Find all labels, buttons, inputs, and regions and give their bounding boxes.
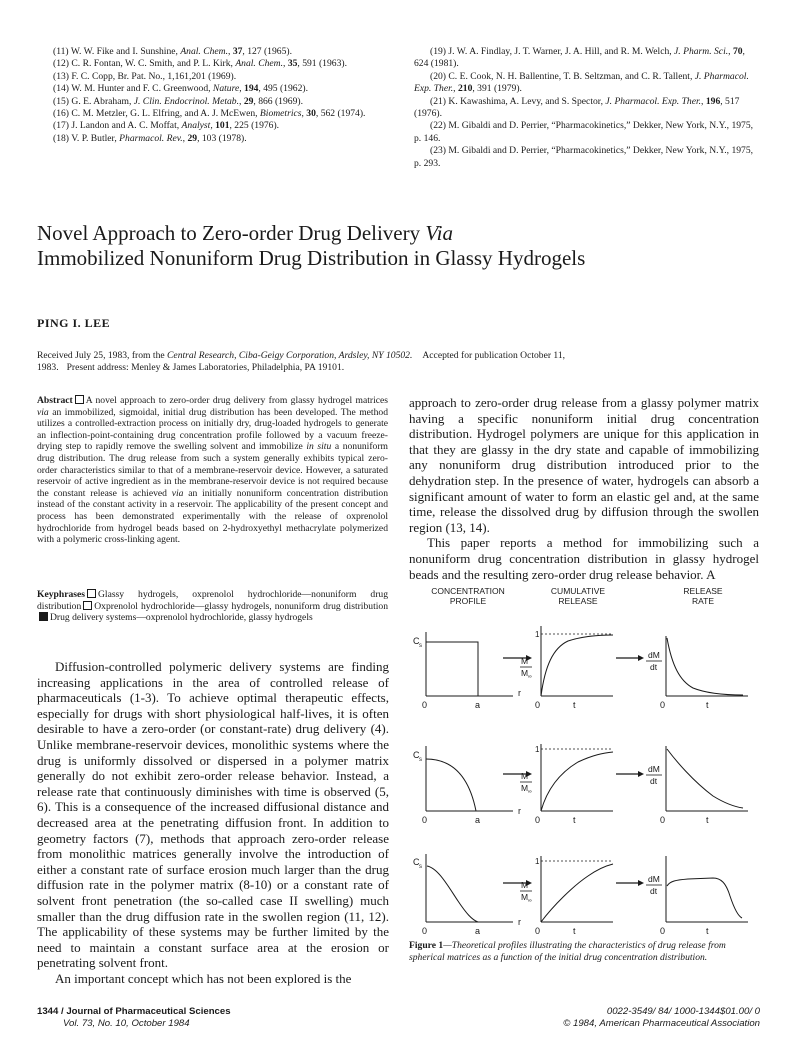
minf-sub: ∞	[528, 898, 532, 904]
reference-item	[37, 96, 389, 108]
reference-item	[37, 108, 389, 120]
reference-num: (23)	[430, 145, 449, 157]
a-label: a	[475, 926, 481, 936]
reference-num: (17)	[53, 120, 72, 132]
one-label: 1	[535, 630, 540, 639]
reference-item	[414, 46, 760, 71]
body-paragraph-3: approach to zero-order drug release from a glassy polymer matrix having a specific nonuniform initial drug concentration distribution. Hydrogel polymers are unique for this application in that they are glassy in the dry state and capable of immobilizing any nonuniform drug distribution introduced prior to the dehydration step. In the presence of water, hydrogels can absorb a significant amount of water to form an elastic gel and, at the same time, release the dissolved drug by diffusion through the swollen region (13, 14).	[409, 395, 759, 535]
references-right-column	[414, 46, 760, 170]
col1-header-line2: PROFILE	[449, 596, 487, 606]
r-label: r	[518, 917, 521, 927]
body-paragraph-4: This paper reports a method for immobilizing such a nonuniform drug concentration distribution in glassy hydrogel beads and the resulting zero-order drug release behavior. A	[409, 535, 759, 582]
reference-text: W. W. Fike and I. Sunshine,	[70, 46, 181, 57]
reference-journal: Biometrics	[259, 108, 302, 120]
body-paragraph-2: An important concept which has not been explored is the	[55, 970, 352, 986]
figure-1-svg	[408, 586, 760, 936]
minf-label: M	[521, 783, 529, 793]
reference-tail: , 391 (1979).	[472, 83, 522, 95]
abstract-text-2: an immobilized, sigmoidal, initial drug distribution has been developed. The method utilizes a controlled-extraction process on initially dry, drug-loaded hydrogels to generate an inflection-point-containing drug concentration profile followed by a vacuum freeze-drying step to rapidly remove the swelling solvent and immobilize	[37, 406, 388, 453]
cs-label: C	[413, 750, 420, 760]
caption-text: —Theoretical profiles illustrating the characteristics of drug release from spherical matrices as a function of the initial drug concentration distribution.	[409, 940, 726, 963]
reference-tail: , 517 (1976).	[414, 95, 740, 120]
issn-code: 0022-3549/ 84/ 1000-1344$01.00/ 0	[606, 1006, 760, 1017]
reference-num: (18)	[53, 132, 72, 144]
author-name: PING I. LEE	[37, 316, 111, 330]
row-1	[413, 626, 748, 710]
keyphrases-label: Keyphrases	[37, 589, 85, 600]
reference-item	[414, 71, 760, 96]
reference-tail: , 866 (1969).	[253, 95, 303, 107]
reference-text: V. P. Butler,	[71, 132, 120, 144]
reference-rest: ,	[701, 95, 706, 107]
reference-num: (22)	[430, 120, 449, 132]
reference-text: G. E. Abraham,	[71, 95, 134, 107]
box-icon	[87, 589, 96, 598]
origin-label: 0	[660, 700, 666, 710]
origin-label: 0	[535, 926, 541, 936]
one-label: 1	[535, 745, 540, 754]
reference-text: C. M. Metzler, G. L. Elfring, and A. J. McEwen,	[71, 108, 260, 120]
reference-num: (15)	[53, 95, 72, 107]
reference-vol: 30	[306, 108, 316, 120]
reference-vol: 35	[287, 58, 298, 70]
reference-text: J. Landon and A. C. Moffat,	[71, 120, 182, 132]
reference-item	[414, 145, 760, 170]
dm-label: dM	[648, 650, 660, 660]
reference-journal: J. Pharmacol. Exp. Ther.	[605, 95, 702, 107]
minf-sub: ∞	[528, 789, 532, 795]
reference-text: W. M. Hunter and F. C. Greenwood,	[71, 83, 213, 95]
reference-num: (20)	[430, 70, 449, 82]
body-left-column	[37, 659, 389, 986]
received-text: Received July 25, 1983, from the	[37, 350, 168, 361]
title-line-1: Novel Approach to Zero-order Drug Delivery	[37, 221, 426, 245]
abstract-text-4: an initially nonuniform concentration distribution instead of the constant activity in a reservoir. The applicability of the present concept and process has been demonstrated experimentally with the release of oxprenolol hydrochloride from hydrogel beads based on 2-hydroxyethyl methacrylate polymerized with a polymeric cross-linking agent.	[37, 487, 388, 546]
reference-item	[414, 96, 760, 121]
row-2	[413, 744, 748, 825]
r-label: r	[518, 806, 521, 816]
reference-vol: 196	[705, 95, 721, 107]
reference-journal: J. Pharmacol. Exp. Ther.	[414, 70, 749, 95]
reference-text: C. E. Cook, N. H. Ballentine, T. B. Seltzman, and C. R. Tallent,	[448, 70, 695, 82]
reference-rest: ,	[301, 108, 307, 120]
reference-vol: 194	[244, 83, 259, 95]
cs-sub: s	[419, 864, 422, 870]
reference-rest: ,	[453, 83, 458, 95]
dm-label: dM	[648, 874, 660, 884]
caption-label: Figure 1	[409, 940, 444, 951]
reference-vol: 29	[243, 95, 254, 107]
dt-label: dt	[650, 886, 658, 896]
abstract-in-situ: in situ	[306, 441, 332, 453]
reference-vol: 29	[187, 132, 198, 144]
reference-journal: Anal. Chem.	[180, 46, 229, 57]
reference-rest: ,	[239, 95, 244, 107]
reference-item	[37, 120, 389, 132]
filled-box-icon	[39, 612, 48, 621]
cs-sub: s	[419, 757, 422, 763]
abstract-via-2: via	[171, 487, 184, 499]
minf-label: M	[521, 668, 529, 678]
footer-left	[37, 1006, 231, 1029]
reference-num: (11)	[53, 46, 71, 57]
col2-header-line1: CUMULATIVE	[550, 586, 606, 596]
cs-label: C	[413, 857, 420, 867]
journal-page: 1344 / Journal of Pharmaceutical Sciences	[37, 1006, 231, 1017]
reference-item	[37, 83, 389, 95]
reference-rest: ,	[182, 132, 188, 144]
references-left-column	[37, 46, 389, 145]
reference-tail: , 562 (1974).	[315, 108, 366, 120]
reference-text: F. C. Copp, Br. Pat. No., 1,161,201 (1969).	[71, 70, 237, 82]
reference-num: (12)	[53, 58, 72, 70]
t-label: t	[706, 700, 709, 710]
reference-journal: J. Pharm. Sci.	[674, 46, 729, 57]
reference-rest: ,	[728, 46, 733, 57]
received-year: 1983.	[37, 362, 59, 374]
col1-header-line1: CONCENTRATION	[431, 586, 505, 596]
reference-item	[414, 120, 760, 145]
abstract-text-1: A novel approach to zero-order drug delivery from glassy hydrogel matrices	[85, 395, 388, 406]
reference-journal: Nature	[212, 83, 240, 95]
origin-label: 0	[535, 815, 541, 825]
cs-label: C	[413, 636, 420, 646]
reference-vol: 210	[457, 83, 473, 95]
reference-vol: 101	[215, 120, 230, 132]
reference-tail: , 225 (1976).	[229, 120, 280, 132]
col3-header-line1: RELEASE	[683, 586, 723, 596]
m-label: M	[521, 880, 529, 890]
box-icon	[83, 601, 92, 610]
reference-journal: J. Clin. Endocrinol. Metab.	[133, 95, 240, 107]
minf-label: M	[521, 892, 529, 902]
reference-num: (21)	[430, 95, 449, 107]
reference-rest: ,	[210, 120, 216, 132]
body-right-column	[409, 395, 759, 582]
reference-text: K. Kawashima, A. Levy, and S. Spector,	[448, 95, 606, 107]
reference-text: M. Gibaldi and D. Perrier, “Pharmacokinetics,” Dekker, New York, N.Y., 1975, p. 293.	[414, 145, 754, 169]
present-address: Present address: Menley & James Laboratories, Philadelphia, PA 19101.	[66, 362, 345, 374]
reference-num: (16)	[53, 108, 72, 120]
reference-text: J. W. A. Findlay, J. T. Warner, J. A. Hill, and R. M. Welch,	[448, 46, 675, 57]
reference-journal: Analyst	[181, 120, 211, 132]
abstract-label: Abstract	[37, 395, 73, 406]
affiliation: Central Research, Ciba-Geigy Corporation, Ardsley, NY 10502.	[167, 350, 413, 361]
r-label: r	[518, 688, 521, 698]
reference-num: (13)	[53, 70, 72, 82]
col3-header-line2: RATE	[691, 596, 715, 606]
t-label: t	[573, 700, 576, 710]
m-label: M	[521, 656, 529, 666]
reference-num: (14)	[53, 83, 72, 95]
dt-label: dt	[650, 662, 658, 672]
origin-label: 0	[422, 700, 428, 710]
origin-label: 0	[660, 815, 666, 825]
reference-text: M. Gibaldi and D. Perrier, “Pharmacokinetics,” Dekker, New York, N.Y., 1975, p. 146.	[414, 120, 754, 144]
a-label: a	[475, 700, 481, 710]
reference-vol: 37	[232, 46, 243, 57]
reference-item	[37, 71, 389, 83]
cs-sub: s	[419, 643, 422, 649]
reference-item	[37, 58, 389, 70]
accepted-text: Accepted for publication October 11,	[422, 350, 566, 361]
reference-journal: Pharmacol. Rev.	[119, 132, 183, 144]
reference-item	[37, 46, 389, 58]
dm-label: dM	[648, 764, 660, 774]
minf-sub: ∞	[528, 674, 532, 680]
reference-vol: 70	[732, 46, 743, 57]
received-note	[37, 350, 757, 375]
box-icon	[75, 395, 84, 404]
abstract	[37, 395, 388, 546]
origin-label: 0	[422, 815, 428, 825]
keyphrase-3: Drug delivery systems—oxprenolol hydrochloride, glassy hydrogels	[50, 612, 313, 624]
keyphrase-2: Oxprenolol hydrochloride—glassy hydrogels, nonuniform drug distribution	[94, 600, 388, 612]
reference-rest: ,	[228, 46, 233, 57]
figure-caption	[409, 940, 757, 963]
figure-1	[408, 586, 760, 936]
t-label: t	[573, 926, 576, 936]
article-title	[37, 221, 757, 271]
footer-right	[520, 1006, 760, 1029]
row-3	[413, 854, 748, 936]
dt-label: dt	[650, 776, 658, 786]
abstract-text-3: a nonuniform drug distribution. The drug release from such a system generally exhibits typical zero-order characteristics similar to that of a membrane-reservoir device. However, a saturated reservoir of active ingredient as in the membrane-reservoir device is not required because the constant release is achieved	[37, 441, 388, 499]
t-label: t	[573, 815, 576, 825]
keyphrase-1: Glassy hydrogels, oxprenolol hydrochloride—nonuniform drug distribution	[37, 589, 388, 612]
body-paragraph-1: Diffusion-controlled polymeric delivery systems are finding increasing applications in the area of controlled release of pharmaceuticals (1-3). To achieve optimal therapeutic effects, especially for drugs with short physiological half-lives, it is often desirable to have a zero-order (or constant-rate) drug delivery (4). Unlike membrane-reservoir devices, monolithic systems where the drug is uniformly dissolved or dispersed in a polymer matrix generally do not exhibit zero-order release behavior. Instead, a release rate that continuously diminishes with time is observed (5, 6). This is a consequence of the increased diffusional distance and decreased area at the penetrating diffusion front. In addition to geometry factors (7), methods that approach zero-order release from monolithic matrices generally involve the introduction of either a constant rate of surface erosion much larger than the drug diffusion rate in the polymer matrix (8-10) or a constant rate of solvent front penetration (the so-called case II swelling) much smaller than the drug diffusion rate in the swollen region (11, 12). The applicability of these systems may be further limited by the need to maintain a constant surface area at the erosion or penetrating solvent front.	[37, 659, 389, 971]
one-label: 1	[535, 857, 540, 866]
origin-label: 0	[422, 926, 428, 936]
m-label: M	[521, 771, 529, 781]
reference-tail: , 591 (1963).	[297, 58, 347, 70]
a-label: a	[475, 815, 481, 825]
abstract-via: via	[37, 406, 49, 418]
reference-journal: Anal. Chem.	[235, 58, 284, 70]
t-label: t	[706, 815, 709, 825]
reference-tail: , 495 (1962).	[258, 83, 308, 95]
origin-label: 0	[535, 700, 541, 710]
title-line-2: Immobilized Nonuniform Drug Distribution in Glassy Hydrogels	[37, 246, 586, 270]
reference-tail: , 624 (1981).	[414, 46, 745, 70]
reference-tail: , 103 (1978).	[197, 132, 247, 144]
reference-num: (19)	[430, 46, 449, 57]
t-label: t	[706, 926, 709, 936]
reference-tail: , 127 (1965).	[242, 46, 292, 57]
col2-header-line2: RELEASE	[558, 596, 598, 606]
copyright: © 1984, American Pharmaceutical Association	[563, 1017, 760, 1029]
reference-text: C. R. Fontan, W. C. Smith, and P. L. Kirk,	[71, 58, 236, 70]
keyphrases	[37, 589, 388, 624]
reference-rest: ,	[283, 58, 288, 70]
reference-rest: ,	[239, 83, 245, 95]
title-via: Via	[425, 221, 453, 245]
journal-issue: Vol. 73, No. 10, October 1984	[63, 1017, 190, 1029]
reference-item	[37, 133, 389, 145]
origin-label: 0	[660, 926, 666, 936]
